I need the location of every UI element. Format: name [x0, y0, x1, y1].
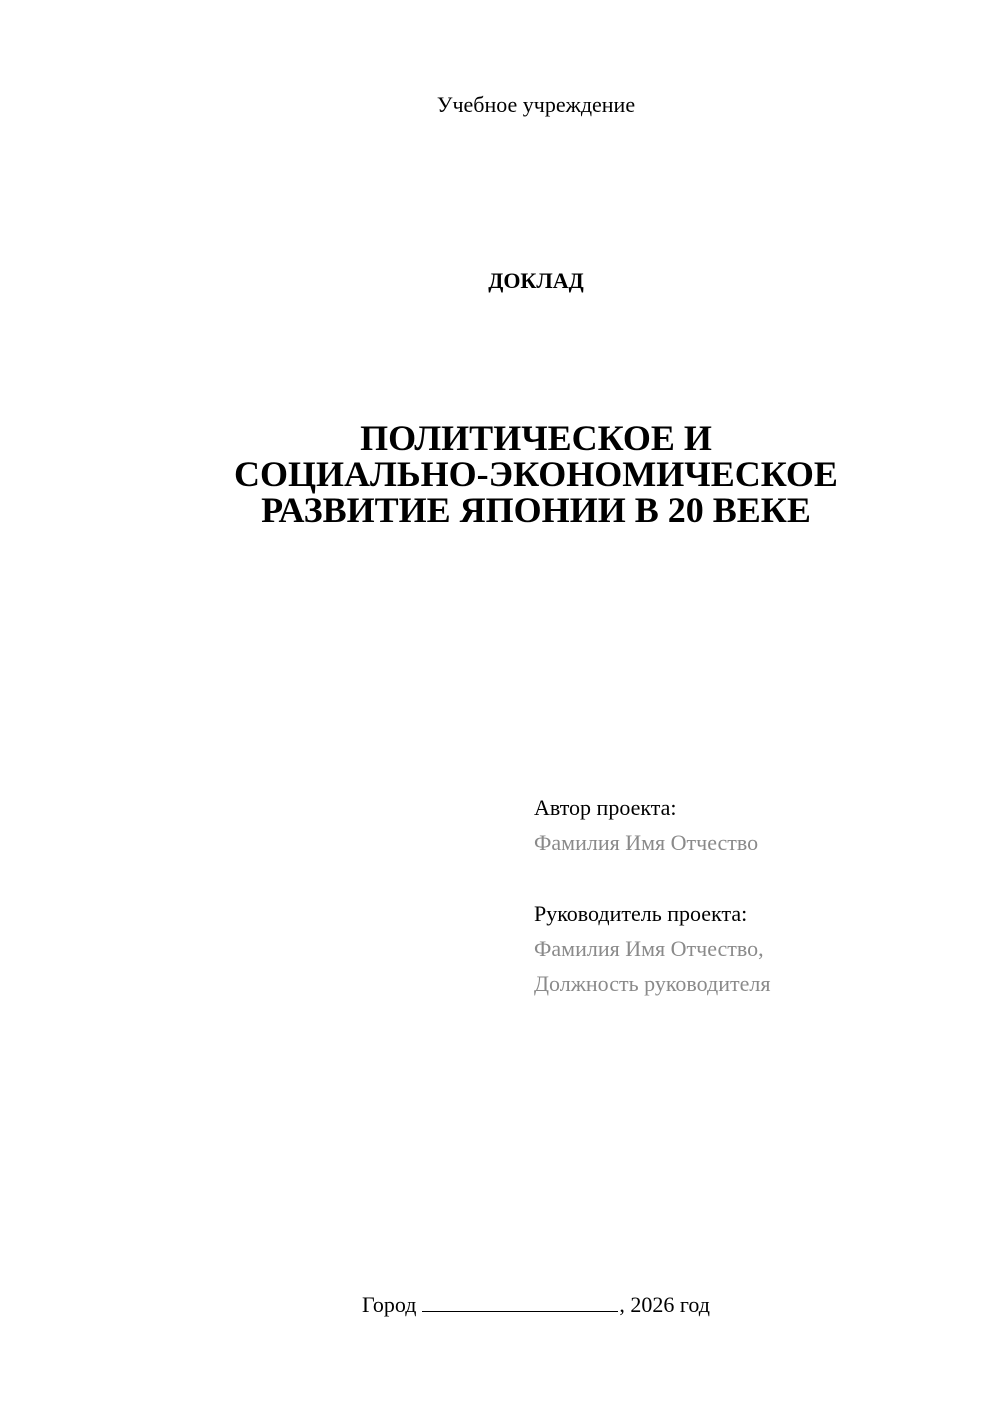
- authors-block: [534, 790, 974, 1001]
- institution-name: Учебное учреждение: [436, 92, 636, 117]
- title-line-3: РАЗВИТИЕ ЯПОНИИ В 20 ВЕКЕ: [261, 490, 811, 530]
- city-label: Город: [362, 1292, 417, 1317]
- title-line-1: ПОЛИТИЧЕСКОЕ И: [360, 418, 712, 458]
- spacer: [534, 860, 974, 896]
- city-blank-line: [422, 1291, 618, 1312]
- document-title: [0, 420, 1000, 528]
- footer-city-year: [0, 1290, 1000, 1320]
- author-name: Фамилия Имя Отчество: [534, 830, 759, 855]
- title-line-2: СОЦИАЛЬНО-ЭКОНОМИЧЕСКОЕ: [234, 454, 838, 494]
- supervisor-position: Должность руководителя: [534, 971, 771, 996]
- author-label: Автор проекта:: [534, 795, 677, 820]
- year-text: , 2026 год: [619, 1292, 710, 1317]
- document-type: ДОКЛАД: [488, 268, 584, 293]
- supervisor-label: Руководитель проекта:: [534, 901, 748, 926]
- supervisor-name: Фамилия Имя Отчество,: [534, 936, 764, 961]
